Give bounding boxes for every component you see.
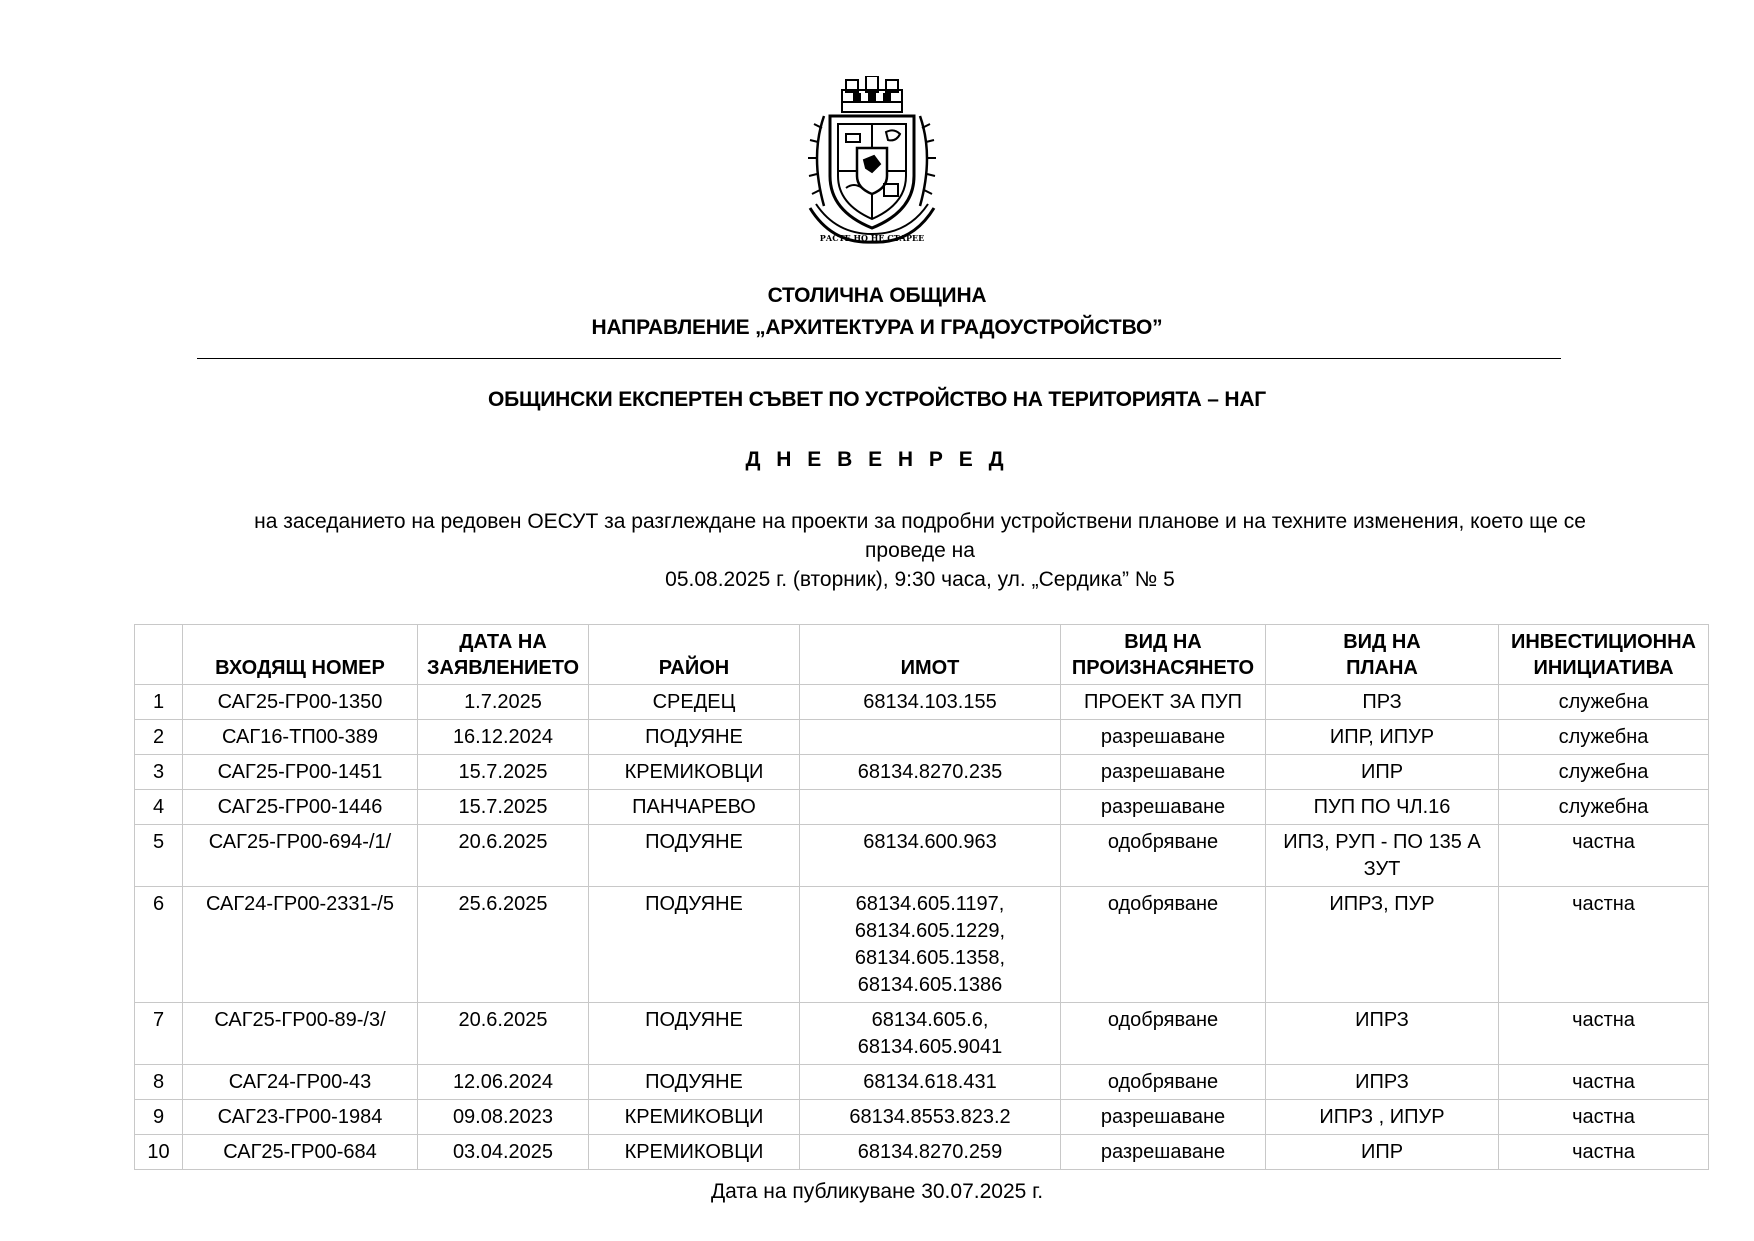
cell-number: 9	[135, 1100, 183, 1135]
cell-incoming-number: САГ25-ГР00-694-/1/	[183, 825, 418, 887]
table-header-row	[135, 625, 1709, 685]
cell-district: ПОДУЯНЕ	[589, 1003, 800, 1065]
council-name: ОБЩИНСКИ ЕКСПЕРТЕН СЪВЕТ ПО УСТРОЙСТВО НА ТЕРИТОРИЯТА – НАГ	[488, 388, 1266, 411]
cell-application-date: 20.6.2025	[418, 1003, 589, 1065]
agenda-table	[134, 624, 1709, 1170]
cell-property	[800, 720, 1061, 755]
cell-incoming-number: САГ25-ГР00-1446	[183, 790, 418, 825]
cell-application-date: 15.7.2025	[418, 755, 589, 790]
cell-application-date: 20.6.2025	[418, 825, 589, 887]
meeting-datetime: 05.08.2025 г. (вторник), 9:30 часа, ул. „Сердика” № 5	[665, 568, 1175, 591]
cell-decision-type: разрешаване	[1061, 1100, 1266, 1135]
cell-decision-type: разрешаване	[1061, 755, 1266, 790]
table-row	[135, 825, 1709, 887]
header-investment-initiative: ИНВЕСТИЦИОННА ИНИЦИАТИВА	[1499, 625, 1709, 685]
cell-plan-type: ИПРЗ, ПУР	[1266, 887, 1499, 1003]
cell-incoming-number: САГ25-ГР00-1451	[183, 755, 418, 790]
cell-investment-initiative: частна	[1499, 1003, 1709, 1065]
cell-investment-initiative: частна	[1499, 1135, 1709, 1170]
cell-application-date: 16.12.2024	[418, 720, 589, 755]
cell-property	[800, 790, 1061, 825]
header-property: ИМОТ	[800, 625, 1061, 685]
cell-application-date: 15.7.2025	[418, 790, 589, 825]
cell-plan-type: ИПР, ИПУР	[1266, 720, 1499, 755]
cell-plan-type: ИПР	[1266, 1135, 1499, 1170]
cell-incoming-number: САГ16-ТП00-389	[183, 720, 418, 755]
cell-incoming-number: САГ25-ГР00-89-/3/	[183, 1003, 418, 1065]
cell-application-date: 12.06.2024	[418, 1065, 589, 1100]
cell-incoming-number: САГ24-ГР00-2331-/5	[183, 887, 418, 1003]
cell-district: КРЕМИКОВЦИ	[589, 1100, 800, 1135]
header-divider	[197, 358, 1561, 359]
cell-number: 3	[135, 755, 183, 790]
org-department: НАПРАВЛЕНИЕ „АРХИТЕКТУРА И ГРАДОУСТРОЙСТВО”	[591, 316, 1163, 339]
cell-number: 4	[135, 790, 183, 825]
cell-district: КРЕМИКОВЦИ	[589, 755, 800, 790]
table-row	[135, 1100, 1709, 1135]
cell-number: 5	[135, 825, 183, 887]
header-incoming-number: ВХОДЯЩ НОМЕР	[183, 625, 418, 685]
cell-application-date: 03.04.2025	[418, 1135, 589, 1170]
org-name: СТОЛИЧНА ОБЩИНА	[767, 284, 987, 307]
cell-application-date: 09.08.2023	[418, 1100, 589, 1135]
cell-decision-type: одобряване	[1061, 825, 1266, 887]
cell-incoming-number: САГ24-ГР00-43	[183, 1065, 418, 1100]
table-row	[135, 1003, 1709, 1065]
header-decision-type: ВИД НА ПРОИЗНАСЯНЕТО	[1061, 625, 1266, 685]
cell-property: 68134.103.155	[800, 685, 1061, 720]
cell-property: 68134.600.963	[800, 825, 1061, 887]
cell-decision-type: одобряване	[1061, 887, 1266, 1003]
cell-number: 6	[135, 887, 183, 1003]
header-district: РАЙОН	[589, 625, 800, 685]
cell-number: 7	[135, 1003, 183, 1065]
cell-district: СРЕДЕЦ	[589, 685, 800, 720]
header-number	[135, 625, 183, 685]
intro-line-1: на заседанието на редовен ОЕСУТ за разглеждане на проекти за подробни устройствени планове и на техните изменения, което ще се	[254, 510, 1586, 533]
cell-investment-initiative: частна	[1499, 825, 1709, 887]
cell-plan-type: ПРЗ	[1266, 685, 1499, 720]
crest-motto: РАСТЕ НО НЕ СТАРЕЕ	[819, 233, 925, 243]
intro-line-2: проведе на	[865, 539, 975, 562]
table-row	[135, 887, 1709, 1003]
cell-property: 68134.8553.823.2	[800, 1100, 1061, 1135]
cell-investment-initiative: служебна	[1499, 685, 1709, 720]
cell-property: 68134.618.431	[800, 1065, 1061, 1100]
cell-plan-type: ПУП ПО ЧЛ.16	[1266, 790, 1499, 825]
cell-investment-initiative: частна	[1499, 1065, 1709, 1100]
cell-district: ПОДУЯНЕ	[589, 825, 800, 887]
cell-decision-type: разрешаване	[1061, 1135, 1266, 1170]
cell-plan-type: ИПР	[1266, 755, 1499, 790]
cell-incoming-number: САГ25-ГР00-1350	[183, 685, 418, 720]
page-title: Д Н Е В Е Н Р Е Д	[745, 448, 1009, 471]
cell-number: 10	[135, 1135, 183, 1170]
cell-application-date: 25.6.2025	[418, 887, 589, 1003]
cell-district: КРЕМИКОВЦИ	[589, 1135, 800, 1170]
cell-application-date: 1.7.2025	[418, 685, 589, 720]
cell-investment-initiative: служебна	[1499, 720, 1709, 755]
cell-decision-type: одобряване	[1061, 1003, 1266, 1065]
cell-property: 68134.605.6, 68134.605.9041	[800, 1003, 1061, 1065]
sofia-coat-of-arms-icon	[802, 76, 942, 246]
cell-plan-type: ИПЗ, РУП - ПО 135 А ЗУТ	[1266, 825, 1499, 887]
table-row	[135, 685, 1709, 720]
cell-district: ПОДУЯНЕ	[589, 720, 800, 755]
header-application-date: ДАТА НА ЗАЯВЛЕНИЕТО	[418, 625, 589, 685]
table-row	[135, 1135, 1709, 1170]
cell-investment-initiative: частна	[1499, 1100, 1709, 1135]
cell-plan-type: ИПРЗ	[1266, 1065, 1499, 1100]
cell-incoming-number: САГ23-ГР00-1984	[183, 1100, 418, 1135]
cell-investment-initiative: частна	[1499, 887, 1709, 1003]
cell-decision-type: одобряване	[1061, 1065, 1266, 1100]
cell-number: 1	[135, 685, 183, 720]
cell-number: 2	[135, 720, 183, 755]
cell-number: 8	[135, 1065, 183, 1100]
table-row	[135, 1065, 1709, 1100]
cell-investment-initiative: служебна	[1499, 755, 1709, 790]
publication-date: Дата на публикуване 30.07.2025 г.	[710, 1180, 1044, 1203]
table-row	[135, 790, 1709, 825]
cell-property: 68134.8270.259	[800, 1135, 1061, 1170]
cell-district: ПОДУЯНЕ	[589, 887, 800, 1003]
cell-plan-type: ИПРЗ	[1266, 1003, 1499, 1065]
cell-property: 68134.8270.235	[800, 755, 1061, 790]
table-row	[135, 755, 1709, 790]
cell-decision-type: разрешаване	[1061, 720, 1266, 755]
cell-district: ПАНЧАРЕВО	[589, 790, 800, 825]
cell-incoming-number: САГ25-ГР00-684	[183, 1135, 418, 1170]
cell-district: ПОДУЯНЕ	[589, 1065, 800, 1100]
table-row	[135, 720, 1709, 755]
cell-investment-initiative: служебна	[1499, 790, 1709, 825]
cell-property: 68134.605.1197, 68134.605.1229, 68134.605.1358, 68134.605.1386	[800, 887, 1061, 1003]
cell-decision-type: ПРОЕКТ ЗА ПУП	[1061, 685, 1266, 720]
cell-decision-type: разрешаване	[1061, 790, 1266, 825]
header-plan-type: ВИД НА ПЛАНА	[1266, 625, 1499, 685]
cell-plan-type: ИПРЗ , ИПУР	[1266, 1100, 1499, 1135]
